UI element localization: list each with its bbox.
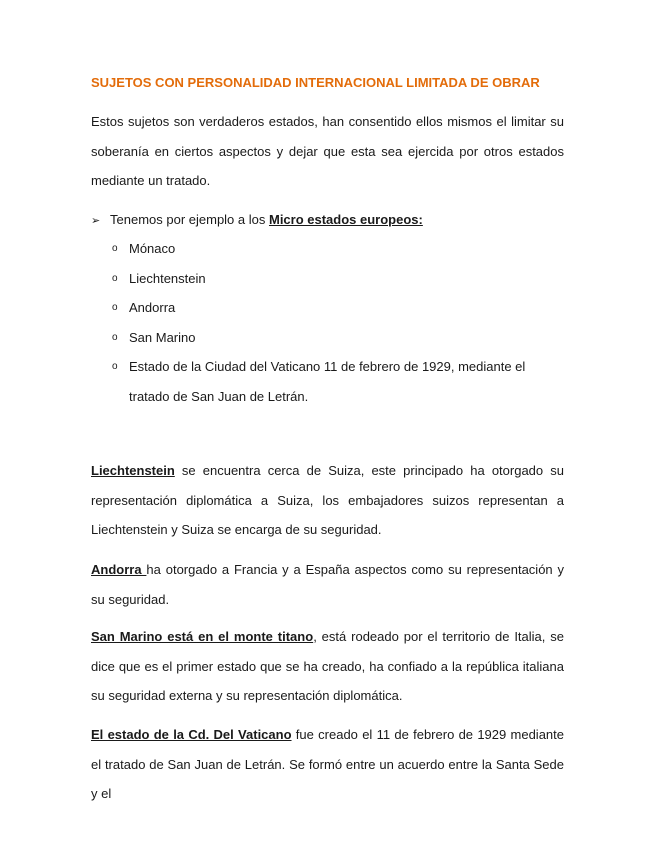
list-item (112, 293, 564, 323)
liechtenstein-body: se encuentra cerca de Suiza, este principado ha otorgado su representación diplomática a Suiza, los embajadores suizos representan a Liechtenstein y Suiza se encarga de su seguridad. (91, 463, 564, 538)
list-item-text: Andorra (129, 300, 176, 316)
vaticano-paragraph (91, 720, 564, 809)
liechtenstein-title: Liechtenstein (91, 463, 175, 478)
san-marino-paragraph (91, 622, 564, 711)
list-item-text: Estado de la Ciudad del Vaticano 11 de febrero de 1929, mediante el tratado de San Juan de Letrán. (129, 359, 526, 404)
circle-bullet-icon: o (112, 243, 118, 254)
san-marino-body: , está rodeado por el territorio de Italia, se dice que es el primer estado que se ha creado, ha confiado a la república italiana su seguridad externa y su representación diplomática. (91, 629, 564, 704)
andorra-paragraph (91, 555, 564, 614)
liechtenstein-paragraph (91, 456, 564, 545)
vaticano-body: fue creado el 11 de febrero de 1929 mediante el tratado de San Juan de Letrán. Se formó entre un acuerdo entre la Santa Sede y el (91, 727, 564, 802)
section-heading: SUJETOS CON PERSONALIDAD INTERNACIONAL LIMITADA DE OBRAR (91, 75, 540, 90)
list-item-text: San Marino (129, 329, 196, 345)
list-item (112, 264, 564, 294)
arrow-bullet-icon: ➢ (91, 215, 101, 227)
andorra-body: ha otorgado a Francia y a España aspectos como su representación y su seguridad. (91, 562, 565, 607)
list-item (112, 234, 564, 264)
list-item (112, 352, 564, 411)
andorra-title: Andorra (91, 562, 147, 577)
bullet-text: Tenemos por ejemplo a los (110, 212, 269, 227)
vaticano-title: El estado de la Cd. Del Vaticano (91, 727, 292, 742)
list-item (112, 323, 564, 353)
circle-bullet-icon: o (112, 302, 118, 314)
circle-bullet-icon: o (112, 331, 118, 343)
list-item-text: Liechtenstein (129, 270, 206, 286)
micro-states-list (112, 234, 564, 412)
san-marino-title: San Marino está en el monte titano (91, 629, 314, 644)
bullet-emphasis: Micro estados europeos: (268, 212, 423, 227)
bullet-item (91, 205, 564, 237)
intro-paragraph: Estos sujetos son verdaderos estados, han consentido ellos mismos el limitar su soberanía en ciertos aspectos y dejar que esta sea ejercida por otros estados mediante un tratado. (91, 114, 564, 189)
circle-bullet-icon: o (112, 272, 118, 284)
list-item-text: Mónaco (129, 241, 176, 256)
circle-bullet-icon: o (112, 361, 118, 373)
